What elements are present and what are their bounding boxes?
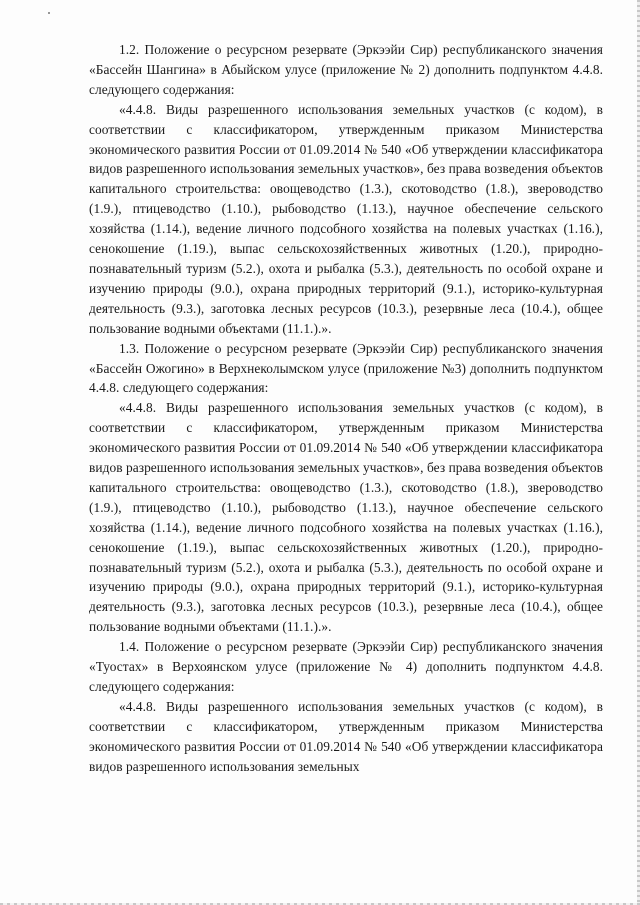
paragraph-1-4: 1.4. Положение о ресурсном резервате (Эркээйи Сир) республиканского значения «Туостах» в Верхоянском улусе (приложение № 4) дополнить подпунктом 4.4.8. следующего содержания: [89,639,603,694]
paragraph-4-4-8-third: «4.4.8. Виды разрешенного использования земельных участков (с кодом), в соответствии с классификатором, утвержденным приказом Министерства экономического развития России от 01.09.2014 № 540 «Об утверждении классификатора видов разрешенного использования земельных [89,698,603,774]
paragraph-4-4-8-first: «4.4.8. Виды разрешенного использования земельных участков (с кодом), в соответствии с классификатором, утвержденным приказом Министерства экономического развития России от 01.09.2014 № 540 «Об утверждении классификатора видов разрешенного использования земельных участков», без права возведения объектов капитального строительства: овощеводство (1.3.), скотоводство (1.8.), звероводство (1.9.), птицеводство (1.10.), рыбоводство (1.13.), научное обеспечение сельского хозяйства (1.14.), ведение личного подсобного хозяйства на полевых участках (1.16.), сенокошение (1.19.), выпас сельскохозяйственных животных (1.20.), природно-познавательный туризм (5.2.), охота и рыбалка (5.3.), деятельность по особой охране и изучению природы (9.0.), охрана природных территорий (9.1.), историко-культурная деятельность (9.3.), заготовка лесных ресурсов (10.3.), резервные леса (10.4.), общее пользование водными объектами (11.1.).». [89,101,603,336]
paragraph-1-2: 1.2. Положение о ресурсном резервате (Эркээйи Сир) республиканского значения «Бассейн Шангина» в Абыйском улусе (приложение № 2) дополнить подпунктом 4.4.8. следующего содержания: [89,42,603,97]
paragraph-1-3: 1.3. Положение о ресурсном резервате (Эркээйи Сир) республиканского значения «Бассейн Ожогино» в Верхнеколымском улусе (приложение №3) дополнить подпунктом 4.4.8. следующего содержания: [89,340,603,396]
paragraph-4-4-8-second: «4.4.8. Виды разрешенного использования земельных участков (с кодом), в соответствии с классификатором, утвержденным приказом Министерства экономического развития России от 01.09.2014 № 540 «Об утверждении классификатора видов разрешенного использования земельных участков», без права возведения объектов капитального строительства: овощеводство (1.3.), скотоводство (1.8.), звероводство (1.9.), птицеводство (1.10.), рыбоводство (1.13.), научное обеспечение сельского хозяйства (1.14.), ведение личного подсобного хозяйства на полевых участках (1.16.), сенокошение (1.19.), выпас сельскохозяйственных животных (1.20.), природно-познавательный туризм (5.2.), охота и рыбалка (5.3.), деятельность по особой охране и изучению природы (9.0.), охрана природных территорий (9.1.), историко-культурная деятельность (9.3.), заготовка лесных ресурсов (10.3.), резервные леса (10.4.), общее пользование водными объектами (11.1.).». [89,400,603,635]
document-body [89,40,603,777]
scan-speck [48,12,50,14]
